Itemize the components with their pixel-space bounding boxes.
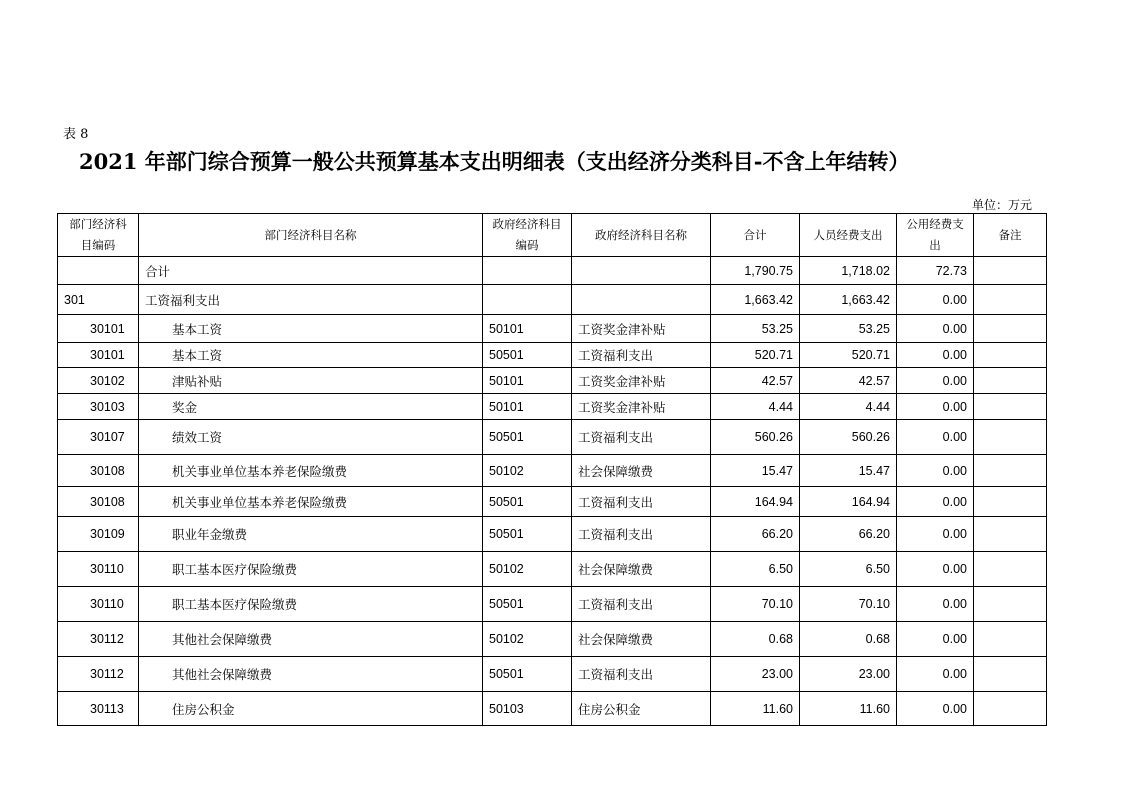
cell-gov-code: 50102 [483, 552, 572, 587]
cell-remark [974, 368, 1047, 394]
cell-public: 0.00 [897, 343, 974, 368]
cell-gov-code: 50501 [483, 587, 572, 622]
cell-dept-code: 30102 [58, 368, 139, 394]
cell-gov-name: 工资福利支出 [572, 657, 711, 692]
table-row [58, 487, 1047, 517]
cell-dept-name: 机关事业单位基本养老保险缴费 [139, 487, 483, 517]
cell-personnel: 70.10 [800, 587, 897, 622]
cell-remark [974, 343, 1047, 368]
header-public: 公用经费支出 [897, 214, 974, 257]
cell-gov-name [572, 285, 711, 315]
cell-public: 0.00 [897, 315, 974, 343]
cell-remark [974, 487, 1047, 517]
cell-dept-name: 其他社会保障缴费 [139, 657, 483, 692]
table-row [58, 257, 1047, 285]
cell-dept-code: 30113 [58, 692, 139, 726]
cell-total: 70.10 [711, 587, 800, 622]
budget-table [57, 213, 1047, 726]
cell-remark [974, 552, 1047, 587]
cell-remark [974, 622, 1047, 657]
cell-dept-code [58, 257, 139, 285]
cell-dept-name: 工资福利支出 [139, 285, 483, 315]
header-remark: 备注 [974, 214, 1047, 257]
cell-remark [974, 657, 1047, 692]
cell-gov-name: 工资福利支出 [572, 487, 711, 517]
cell-public: 0.00 [897, 394, 974, 420]
header-dept-name: 部门经济科目名称 [139, 214, 483, 257]
cell-remark [974, 517, 1047, 552]
cell-gov-code: 50101 [483, 368, 572, 394]
cell-personnel: 1,718.02 [800, 257, 897, 285]
table-row [58, 657, 1047, 692]
cell-public: 0.00 [897, 622, 974, 657]
cell-dept-name: 其他社会保障缴费 [139, 622, 483, 657]
cell-dept-code: 30101 [58, 343, 139, 368]
cell-public: 0.00 [897, 552, 974, 587]
cell-dept-code: 30108 [58, 487, 139, 517]
cell-gov-name: 工资福利支出 [572, 587, 711, 622]
cell-total: 15.47 [711, 455, 800, 487]
cell-gov-name: 住房公积金 [572, 692, 711, 726]
cell-dept-code: 30107 [58, 420, 139, 455]
cell-dept-code: 30103 [58, 394, 139, 420]
table-row [58, 692, 1047, 726]
cell-gov-code: 50501 [483, 517, 572, 552]
cell-gov-name: 工资福利支出 [572, 517, 711, 552]
cell-personnel: 164.94 [800, 487, 897, 517]
cell-dept-name: 合计 [139, 257, 483, 285]
cell-dept-name: 绩效工资 [139, 420, 483, 455]
cell-public: 0.00 [897, 455, 974, 487]
cell-public: 0.00 [897, 587, 974, 622]
cell-personnel: 23.00 [800, 657, 897, 692]
cell-dept-code: 30112 [58, 622, 139, 657]
cell-gov-name: 社会保障缴费 [572, 552, 711, 587]
cell-total: 42.57 [711, 368, 800, 394]
cell-remark [974, 257, 1047, 285]
table-row [58, 368, 1047, 394]
cell-gov-code: 50501 [483, 420, 572, 455]
cell-personnel: 520.71 [800, 343, 897, 368]
cell-dept-code: 301 [58, 285, 139, 315]
cell-gov-name: 社会保障缴费 [572, 455, 711, 487]
table-row [58, 455, 1047, 487]
table-row [58, 343, 1047, 368]
cell-total: 53.25 [711, 315, 800, 343]
cell-public: 0.00 [897, 368, 974, 394]
cell-public: 72.73 [897, 257, 974, 285]
cell-gov-name: 工资福利支出 [572, 420, 711, 455]
header-dept-code: 部门经济科目编码 [58, 214, 139, 257]
cell-gov-name: 工资福利支出 [572, 343, 711, 368]
cell-gov-name: 工资奖金津补贴 [572, 368, 711, 394]
table-row [58, 315, 1047, 343]
cell-personnel: 6.50 [800, 552, 897, 587]
cell-public: 0.00 [897, 285, 974, 315]
cell-total: 164.94 [711, 487, 800, 517]
cell-gov-code: 50101 [483, 315, 572, 343]
cell-gov-code: 50501 [483, 657, 572, 692]
cell-dept-name: 津贴补贴 [139, 368, 483, 394]
cell-gov-code: 50501 [483, 343, 572, 368]
page-title: 2021 年部门综合预算一般公共预算基本支出明细表（支出经济分类科目-不含上年结转） [79, 149, 910, 174]
cell-personnel: 560.26 [800, 420, 897, 455]
cell-public: 0.00 [897, 657, 974, 692]
cell-total: 4.44 [711, 394, 800, 420]
cell-remark [974, 420, 1047, 455]
table-body [58, 257, 1047, 726]
cell-total: 11.60 [711, 692, 800, 726]
cell-gov-name: 社会保障缴费 [572, 622, 711, 657]
header-personnel: 人员经费支出 [800, 214, 897, 257]
header-gov-name: 政府经济科目名称 [572, 214, 711, 257]
cell-personnel: 15.47 [800, 455, 897, 487]
cell-gov-code [483, 257, 572, 285]
cell-remark [974, 394, 1047, 420]
cell-total: 23.00 [711, 657, 800, 692]
table-row [58, 622, 1047, 657]
cell-dept-code: 30108 [58, 455, 139, 487]
cell-dept-name: 职工基本医疗保险缴费 [139, 552, 483, 587]
cell-gov-name: 工资奖金津补贴 [572, 315, 711, 343]
cell-total: 66.20 [711, 517, 800, 552]
cell-dept-code: 30101 [58, 315, 139, 343]
table-number: 表 8 [63, 127, 89, 142]
cell-gov-code: 50102 [483, 455, 572, 487]
unit-label: 单位：万元 [971, 198, 1032, 212]
cell-dept-name: 基本工资 [139, 315, 483, 343]
cell-personnel: 53.25 [800, 315, 897, 343]
cell-dept-name: 基本工资 [139, 343, 483, 368]
cell-gov-code: 50101 [483, 394, 572, 420]
cell-dept-name: 机关事业单位基本养老保险缴费 [139, 455, 483, 487]
table-row [58, 394, 1047, 420]
table-row [58, 552, 1047, 587]
table-row [58, 420, 1047, 455]
cell-total: 6.50 [711, 552, 800, 587]
table-row [58, 517, 1047, 552]
cell-gov-name: 工资奖金津补贴 [572, 394, 711, 420]
cell-public: 0.00 [897, 517, 974, 552]
cell-dept-name: 住房公积金 [139, 692, 483, 726]
header-total: 合计 [711, 214, 800, 257]
cell-dept-code: 30112 [58, 657, 139, 692]
cell-dept-code: 30110 [58, 552, 139, 587]
cell-personnel: 0.68 [800, 622, 897, 657]
cell-gov-code: 50102 [483, 622, 572, 657]
cell-public: 0.00 [897, 692, 974, 726]
cell-total: 560.26 [711, 420, 800, 455]
header-gov-code: 政府经济科目编码 [483, 214, 572, 257]
cell-gov-code: 50103 [483, 692, 572, 726]
cell-dept-name: 职工基本医疗保险缴费 [139, 587, 483, 622]
cell-remark [974, 455, 1047, 487]
cell-personnel: 42.57 [800, 368, 897, 394]
table-row [58, 587, 1047, 622]
cell-dept-name: 职业年金缴费 [139, 517, 483, 552]
cell-total: 0.68 [711, 622, 800, 657]
cell-dept-code: 30110 [58, 587, 139, 622]
cell-personnel: 11.60 [800, 692, 897, 726]
cell-total: 520.71 [711, 343, 800, 368]
header-row [58, 214, 1047, 257]
cell-personnel: 4.44 [800, 394, 897, 420]
cell-dept-code: 30109 [58, 517, 139, 552]
cell-remark [974, 315, 1047, 343]
cell-gov-name [572, 257, 711, 285]
cell-gov-code [483, 285, 572, 315]
cell-dept-name: 奖金 [139, 394, 483, 420]
cell-remark [974, 285, 1047, 315]
cell-remark [974, 692, 1047, 726]
cell-personnel: 66.20 [800, 517, 897, 552]
cell-gov-code: 50501 [483, 487, 572, 517]
cell-public: 0.00 [897, 420, 974, 455]
cell-remark [974, 587, 1047, 622]
cell-public: 0.00 [897, 487, 974, 517]
table-row [58, 285, 1047, 315]
cell-total: 1,790.75 [711, 257, 800, 285]
cell-personnel: 1,663.42 [800, 285, 897, 315]
cell-total: 1,663.42 [711, 285, 800, 315]
